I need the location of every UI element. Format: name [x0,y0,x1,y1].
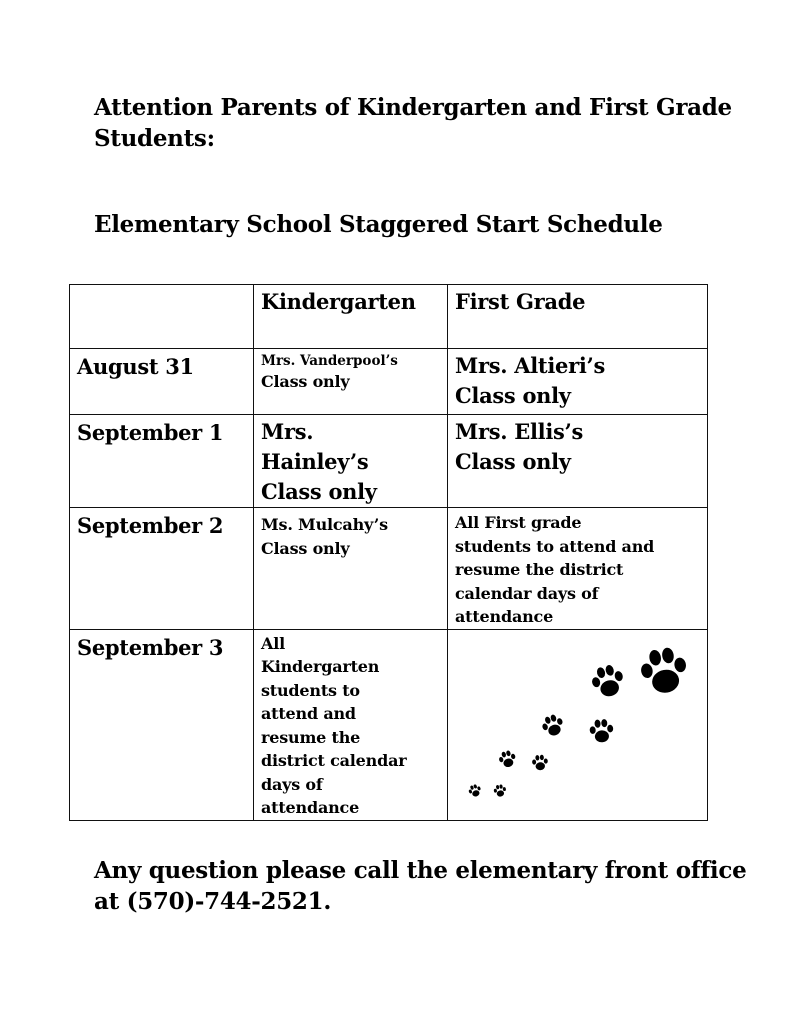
first-grade-cell: Mrs. Altieri’s Class only [448,349,708,415]
date-cell: August 31 [70,349,254,415]
date-cell: September 1 [70,415,254,508]
paw-print-icon [587,716,616,745]
header-cell-empty [70,285,254,349]
paw-print-trail-icon [448,630,707,816]
date-cell: September 3 [70,629,254,820]
first-grade-cell-paws [448,629,708,820]
table-row [70,508,708,630]
table-row [70,629,708,820]
kindergarten-cell: Mrs. Vanderpool’s Class only [254,349,448,415]
paw-print-icon [530,753,550,773]
date-cell: September 2 [70,508,254,630]
kindergarten-cell: Ms. Mulcahy’s Class only [254,508,448,630]
table-row [70,415,708,508]
kindergarten-cell: All Kindergarten students to attend and resume the district calendar days of attendance [254,629,448,820]
first-grade-cell: Mrs. Ellis’s Class only [448,415,708,508]
paw-print-icon [492,782,508,798]
paw-print-icon [634,641,694,701]
table-header-row [70,285,708,349]
notice-title: Attention Parents of Kindergarten and First Grade Students: [94,94,732,152]
first-grade-cell: All First grade students to attend and resume the district calendar days of attendance [448,508,708,630]
kindergarten-cell: Mrs. Hainley’s Class only [254,415,448,508]
paw-print-icon [496,747,519,770]
header-cell-first-grade: First Grade [448,285,708,349]
paw-print-icon [538,710,569,741]
paw-print-icon [466,782,484,800]
table-row [70,349,708,415]
schedule-title: Elementary School Staggered Start Schedule [94,211,663,238]
paw-print-icon [586,659,630,703]
contact-footer: Any question please call the elementary front office at (570)-744-2521. [94,857,747,915]
schedule-table [69,284,708,821]
header-cell-kindergarten: Kindergarten [254,285,448,349]
